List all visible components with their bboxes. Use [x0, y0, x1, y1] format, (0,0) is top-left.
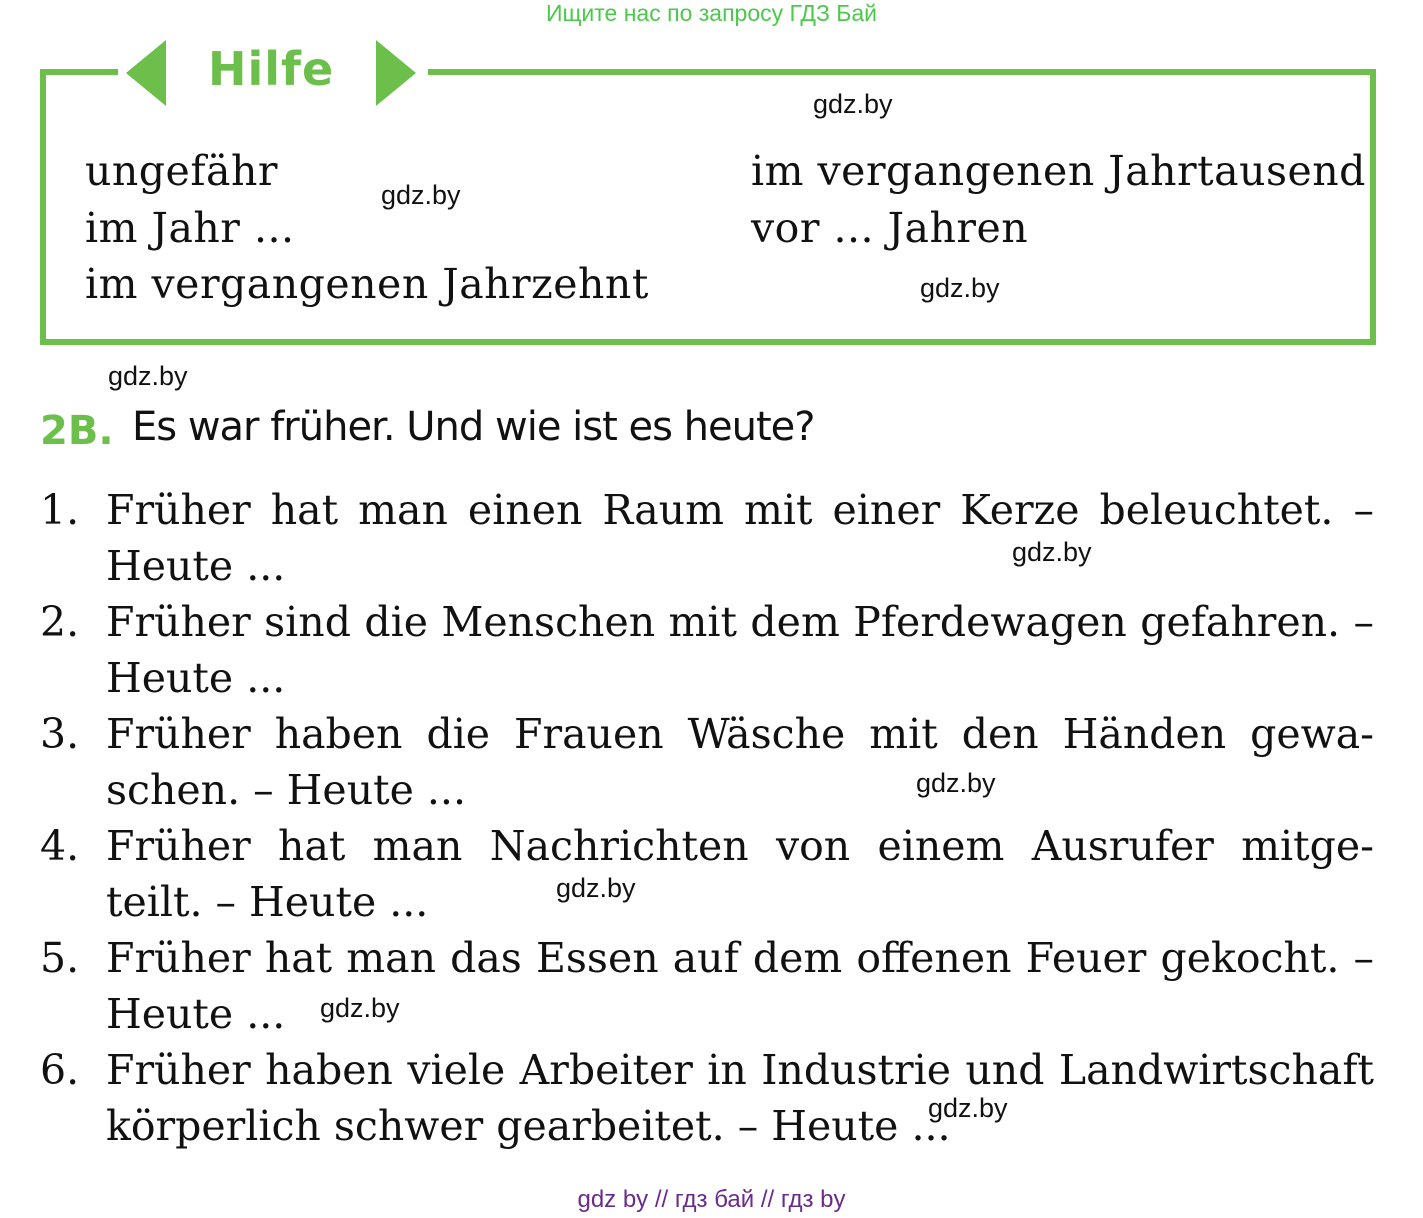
watermark: gdz.by: [556, 873, 636, 903]
exercise-title: Es war früher. Und wie ist es heute?: [132, 404, 815, 450]
item-number: 6.: [40, 1046, 80, 1094]
item-number: 5.: [40, 934, 80, 982]
item-line: Heute ...: [106, 654, 286, 702]
item-line: Heute ...: [106, 990, 286, 1038]
watermark: gdz.by: [381, 180, 461, 210]
help-word: im Jahr ...: [85, 204, 295, 252]
arrow-left-icon: [126, 40, 170, 106]
item-number: 1.: [40, 486, 80, 534]
item-line: schen. – Heute ...: [106, 766, 466, 814]
item-line: teilt. – Heute ...: [106, 878, 429, 926]
watermark: gdz.by: [920, 273, 1000, 303]
footer: gdz by // гдз бай // гдз by: [577, 1186, 846, 1213]
item-number: 4.: [40, 822, 80, 870]
item-line: Früher haben die Frauen Wäsche mit den Händen gewa-: [106, 710, 1374, 758]
watermark: gdz.by: [928, 1093, 1008, 1123]
watermark: gdz.by: [916, 768, 996, 798]
help-word: im vergangenen Jahrzehnt: [85, 260, 649, 308]
item-line: Früher sind die Menschen mit dem Pferdewagen gefahren. –: [106, 598, 1374, 646]
help-word: ungefähr: [85, 147, 278, 195]
watermark: gdz.by: [813, 89, 893, 119]
item-line: Früher hat man Nachrichten von einem Ausrufer mitge-: [106, 822, 1374, 870]
watermark: gdz.by: [108, 361, 188, 391]
help-title: Hilfe: [208, 42, 335, 96]
top-banner: Ищите нас по запросу ГДЗ Бай: [545, 0, 878, 26]
item-line: Früher hat man das Essen auf dem offenen Feuer gekocht. –: [106, 934, 1374, 982]
watermark: gdz.by: [1012, 537, 1092, 567]
item-line: Heute ...: [106, 542, 286, 590]
help-word: im vergangenen Jahrtausend: [751, 147, 1366, 195]
watermark: gdz.by: [320, 993, 400, 1023]
arrow-right-icon: [374, 40, 418, 106]
exercise-number: 2B.: [40, 408, 114, 454]
item-line: Früher haben viele Arbeiter in Industrie und Landwirtschaft: [106, 1046, 1374, 1094]
item-number: 2.: [40, 598, 80, 646]
item-line: körperlich schwer gearbeitet. – Heute ...: [106, 1102, 951, 1150]
item-number: 3.: [40, 710, 80, 758]
help-word: vor ... Jahren: [751, 204, 1029, 252]
item-line: Früher hat man einen Raum mit einer Kerze beleuchtet. –: [106, 486, 1374, 534]
